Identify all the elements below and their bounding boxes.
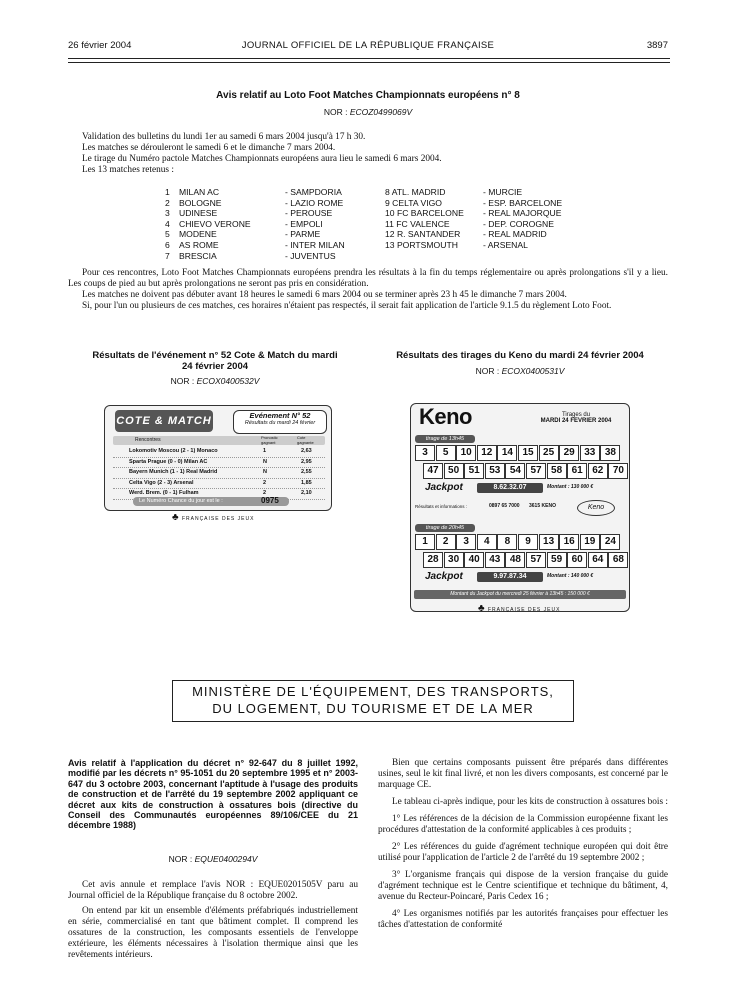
match-cell: - SAMPDORIA xyxy=(285,187,342,197)
match-cell: 9 CELTA VIGO xyxy=(385,197,442,208)
col-header: Rencontres xyxy=(135,437,161,443)
cell-match: Lokomotiv Moscou (2 - 1) Monaco xyxy=(129,448,218,454)
paragraph: Bien que certains composants puissent être préparés dans différentes usines, seul le kit final livré, et non les divers composants, est concerné par le marquage CE. xyxy=(378,758,668,790)
cell-cote: 2,55 xyxy=(301,469,312,476)
keno-number: 51 xyxy=(464,463,484,479)
evening-label: tirage de 20h45 xyxy=(415,524,475,532)
match-cell: 6 xyxy=(165,239,170,250)
paragraph: 1° Les références de la décision de la Commission européenne fixant les procédures d'attestation de la conformité applicables à ces produits ; xyxy=(378,814,668,835)
keno-logo: Keno xyxy=(419,404,472,429)
ministry-heading xyxy=(172,680,574,722)
match-cell: - INTER MILAN xyxy=(285,239,345,250)
header-rule-thin xyxy=(68,62,670,63)
keno-number: 16 xyxy=(559,534,579,550)
keno-number: 2 xyxy=(436,534,456,550)
cell-pron: N xyxy=(263,469,267,476)
journal-title: JOURNAL OFFICIEL DE LA RÉPUBLIQUE FRANÇAISE xyxy=(241,40,495,51)
match-cell: 13 PORTSMOUTH xyxy=(385,239,458,250)
cote-match-title: Résultats de l'événement n° 52 Cote & Match du mardi 24 février 2004 xyxy=(92,350,338,372)
cell-pron: 1 xyxy=(263,448,267,454)
match-home-teams-b xyxy=(385,187,464,251)
match-cell: 8 ATL. MADRID xyxy=(385,187,446,197)
keno-number: 3 xyxy=(415,445,435,461)
match-cell: - LAZIO ROME xyxy=(285,197,344,208)
fdj-label: FRANÇAISE DES JEUX xyxy=(487,607,561,613)
keno-number: 70 xyxy=(608,463,628,479)
header-rule xyxy=(68,58,670,59)
keno-number: 60 xyxy=(567,552,587,568)
tirages-header xyxy=(527,412,625,424)
info-phone: 0897 65 7000 xyxy=(489,503,520,509)
cell-match: Bayern Munich (1 - 1) Real Madrid xyxy=(129,469,218,476)
keno-number: 10 xyxy=(456,445,476,461)
match-cell: UDINESE xyxy=(179,208,218,219)
table-row xyxy=(113,447,325,458)
paragraph: Pour ces rencontres, Loto Foot Matches Championnats européens prendra les résultats à la fin du temps réglementaire ou après prolongations s'il y a lieu. Les coups de pied au but après prolongations ne seront pas pris en considération. xyxy=(68,268,668,289)
avis-loto-foot-intro xyxy=(82,132,668,176)
keno-small-logo: Keno xyxy=(577,500,615,516)
cell-match: Werd. Brem. (0 - 1) Fulham xyxy=(129,490,199,497)
keno-number: 14 xyxy=(497,445,517,461)
col-header: Cote gagnante xyxy=(297,435,314,445)
match-cell: 5 xyxy=(165,229,170,240)
match-cell: MODENE xyxy=(179,229,217,240)
keno-number: 13 xyxy=(539,534,559,550)
avis-decret-right-text xyxy=(378,758,668,937)
keno-number: 47 xyxy=(423,463,443,479)
keno-number: 40 xyxy=(464,552,484,568)
keno-number: 57 xyxy=(526,463,546,479)
keno-number: 25 xyxy=(539,445,559,461)
keno-number: 53 xyxy=(485,463,505,479)
keno-number: 15 xyxy=(518,445,538,461)
event-number: Evénement N° 52 xyxy=(249,411,311,420)
paragraph: Cet avis annule et remplace l'avis NOR : EQUE0201505V paru au Journal officiel de la République française du 8 octobre 2002. xyxy=(68,880,358,901)
match-cell: 12 R. SANTANDER xyxy=(385,229,461,240)
keno-number: 28 xyxy=(423,552,443,568)
keno-number: 50 xyxy=(444,463,464,479)
keno-number: 64 xyxy=(588,552,608,568)
keno-number: 29 xyxy=(559,445,579,461)
match-home-teams xyxy=(179,187,251,261)
keno-number: 24 xyxy=(600,534,620,550)
nor-label: NOR : xyxy=(168,854,193,864)
paragraph: Les matches se dérouleront le samedi 6 et le dimanche 7 mars 2004. xyxy=(82,143,336,153)
match-cell: - PEROUSE xyxy=(285,208,333,219)
nor-label: NOR : xyxy=(170,376,195,386)
keno-number: 54 xyxy=(505,463,525,479)
match-cell: 11 FC VALENCE xyxy=(385,218,450,229)
clover-icon: ♣ xyxy=(172,512,180,523)
match-cell: - ARSENAL xyxy=(483,239,528,250)
match-cell: - REAL MAJORQUE xyxy=(483,208,562,219)
chance-label: Le Numéro Chance du jour est le : xyxy=(139,498,223,504)
paragraph: Les matches ne doivent pas débuter avant 18 heures le samedi 6 mars 2004 ou se terminer après 23 h 45 le dimanche 7 mars 2004. xyxy=(82,290,567,300)
avis-decret-left-text xyxy=(68,880,358,961)
jackpot-amount: Montant : 130 000 € xyxy=(547,484,594,490)
keno-number: 57 xyxy=(526,552,546,568)
match-away-teams xyxy=(285,187,345,261)
table-row xyxy=(113,468,325,479)
keno-nor xyxy=(370,366,670,376)
avis-decret-title: Avis relatif à l'application du décret n° 92-647 du 8 juillet 1992, modifié par les décrets n° 95-1051 du 20 septembre 1995 et n° 2003-647 du 3 octobre 2003, concernant l'aptitude à l'usage des produits de construction et de l'arrêté du 19 septembre 2002 appliquant ce décret aux kits de construction à ossatures bois (directive du Conseil des Communautés européennes 89/106/CEE du 21 décembre 1988) xyxy=(68,758,358,831)
paragraph: 4° Les organismes notifiés par les autorités françaises pour effectuer les tâches d'attestation de conformité xyxy=(378,909,668,930)
results-table xyxy=(113,447,325,500)
page-number: 3897 xyxy=(646,40,668,51)
match-cell: - DEP. COROGNE xyxy=(483,218,554,229)
match-cell: BRESCIA xyxy=(179,250,217,261)
midday-numbers xyxy=(415,445,627,481)
cell-cote: 2,95 xyxy=(301,458,312,465)
matches-list xyxy=(165,187,605,265)
match-cell: - JUVENTUS xyxy=(285,250,336,261)
keno-number: 1 xyxy=(415,534,435,550)
nor-label: NOR : xyxy=(323,107,348,117)
tirages-label: Tirages du xyxy=(561,412,591,418)
cell-pron: N xyxy=(263,458,267,465)
keno-title: Résultats des tirages du Keno du mardi 24 février 2004 xyxy=(396,350,644,361)
clover-icon: ♣ xyxy=(478,603,486,614)
keno-number: 58 xyxy=(547,463,567,479)
paragraph: On entend par kit un ensemble d'éléments préfabriqués industriellement en série, commercialisé en tant que bâtiment complet. Il comprend les ossatures de la construction, les composants essentiels de l'enveloppe extérieure, les éléments nécessaires à l'isolation thermique ainsi que les revêtements intérieurs. xyxy=(68,906,358,960)
keno-number: 62 xyxy=(588,463,608,479)
cell-cote: 2,10 xyxy=(301,490,312,497)
keno-number: 3 xyxy=(456,534,476,550)
keno-number: 33 xyxy=(580,445,600,461)
keno-number: 30 xyxy=(444,552,464,568)
paragraph: Les 13 matches retenus : xyxy=(82,165,174,175)
match-cell: 1 xyxy=(165,187,170,197)
keno-number: 38 xyxy=(600,445,620,461)
next-jackpot-bar: Montant du Jackpot du mercredi 25 février à 13h45 : 150 000 € xyxy=(414,590,626,599)
cell-pron: 2 xyxy=(263,490,267,497)
fdj-footer xyxy=(172,512,254,523)
keno-number: 19 xyxy=(580,534,600,550)
match-cell: - REAL MADRID xyxy=(483,229,547,240)
table-row xyxy=(113,479,325,490)
cell-match: Sparta Prague (0 - 0) Milan AC xyxy=(129,458,208,465)
event-date: Résultats du mardi 24 février xyxy=(244,420,316,426)
match-cell: - EMPOLI xyxy=(285,218,323,229)
match-cell: BOLOGNE xyxy=(179,197,222,208)
fdj-footer-keno xyxy=(478,603,560,614)
info-minitel: 3615 KENO xyxy=(529,503,556,509)
match-cell: - MURCIE xyxy=(483,187,523,197)
fdj-label: FRANÇAISE DES JEUX xyxy=(181,516,255,522)
match-cell: - PARME xyxy=(285,229,321,240)
keno-number: 12 xyxy=(477,445,497,461)
ministry-line-1: MINISTÈRE DE L'ÉQUIPEMENT, DES TRANSPORTS, xyxy=(192,684,554,699)
match-cell: 4 xyxy=(165,218,170,229)
paragraph: Validation des bulletins du lundi 1er au samedi 6 mars 2004 jusqu'à 17 h 30. xyxy=(82,132,366,142)
tirages-date: MARDI 24 FEVRIER 2004 xyxy=(540,418,612,424)
cote-match-card xyxy=(104,405,332,511)
jackpot-amount-2: Montant : 140 000 € xyxy=(547,573,594,579)
match-cell: 2 xyxy=(165,197,170,208)
header-date: 26 février 2004 xyxy=(68,40,132,51)
keno-number: 9 xyxy=(518,534,538,550)
keno-number: 59 xyxy=(547,552,567,568)
match-numbers xyxy=(165,187,170,261)
nor-code: EQUE0400294V xyxy=(194,854,258,864)
col-header-row xyxy=(113,436,325,445)
cote-match-nor xyxy=(90,376,340,386)
match-away-teams-b xyxy=(483,187,562,251)
jackpot-label-2: Jackpot xyxy=(425,571,463,582)
match-cell: 7 xyxy=(165,250,170,261)
cell-pron: 2 xyxy=(263,479,267,486)
cell-cote: 2,63 xyxy=(301,448,312,454)
avis-loto-foot-rules xyxy=(68,268,668,312)
jackpot-label: Jackpot xyxy=(425,482,463,493)
ministry-line-2: DU LOGEMENT, DU TOURISME ET DE LA MER xyxy=(212,701,534,716)
avis-decret-nor xyxy=(68,854,358,864)
nor-label: NOR : xyxy=(475,366,500,376)
cell-match: Celta Vigo (2 - 3) Arsenal xyxy=(129,479,194,486)
paragraph: Le tableau ci-après indique, pour les kits de construction à ossatures bois : xyxy=(392,797,668,807)
evening-numbers xyxy=(415,534,627,570)
paragraph: Le tirage du Numéro pactole Matches Championnats européens aura lieu le samedi 6 mars 2004. xyxy=(82,154,442,164)
match-cell: MILAN AC xyxy=(179,187,220,197)
midday-label: tirage de 13h45 xyxy=(415,435,475,443)
paragraph: Si, pour l'un ou plusieurs de ces matches, ces horaires n'étaient pas respectés, il serait fait application de l'article 9.1.5 du règlement Loto Foot. xyxy=(82,301,612,311)
keno-card xyxy=(410,403,630,612)
jackpot-number: 8.62.32.07 xyxy=(477,483,543,493)
keno-number: 4 xyxy=(477,534,497,550)
avis-loto-foot-nor xyxy=(68,107,668,117)
keno-number: 5 xyxy=(436,445,456,461)
match-cell: - ESP. BARCELONE xyxy=(483,197,563,208)
table-row xyxy=(113,458,325,469)
jackpot-number-2: 9.97.87.34 xyxy=(477,572,543,582)
keno-number: 68 xyxy=(608,552,628,568)
keno-number: 43 xyxy=(485,552,505,568)
cell-cote: 1,85 xyxy=(301,479,312,486)
match-cell: AS ROME xyxy=(179,239,219,250)
match-cell: 10 FC BARCELONE xyxy=(385,208,464,219)
info-label: Résultats et informations : xyxy=(415,504,468,509)
cote-match-logo: COTE & MATCH xyxy=(115,410,213,432)
paragraph: 3° L'organisme français qui dispose de la version française du guide d'agrément technique est le Centre scientifique et technique du bâtiment, 4, avenue du Recteur-Poincaré, Paris Cedex 16 ; xyxy=(378,870,668,902)
keno-number: 8 xyxy=(497,534,517,550)
col-header: Pronostic gagnant xyxy=(261,435,278,445)
chance-number: 0975 xyxy=(261,496,279,505)
nor-code: ECOX0400531V xyxy=(501,366,565,376)
avis-loto-foot-title: Avis relatif au Loto Foot Matches Championnats européens n° 8 xyxy=(216,90,520,101)
keno-number: 48 xyxy=(505,552,525,568)
event-box xyxy=(233,410,327,434)
nor-code: ECOX0400532V xyxy=(196,376,260,386)
keno-number: 61 xyxy=(567,463,587,479)
paragraph: 2° Les références du guide d'agrément technique européen qui doit être utilisé pour l'application de l'article 2 de l'arrêté du 19 septembre 2002 ; xyxy=(378,842,668,863)
match-cell: CHIEVO VERONE xyxy=(179,218,251,229)
match-cell: 3 xyxy=(165,208,170,219)
nor-code: ECOZ0499069V xyxy=(349,107,413,117)
